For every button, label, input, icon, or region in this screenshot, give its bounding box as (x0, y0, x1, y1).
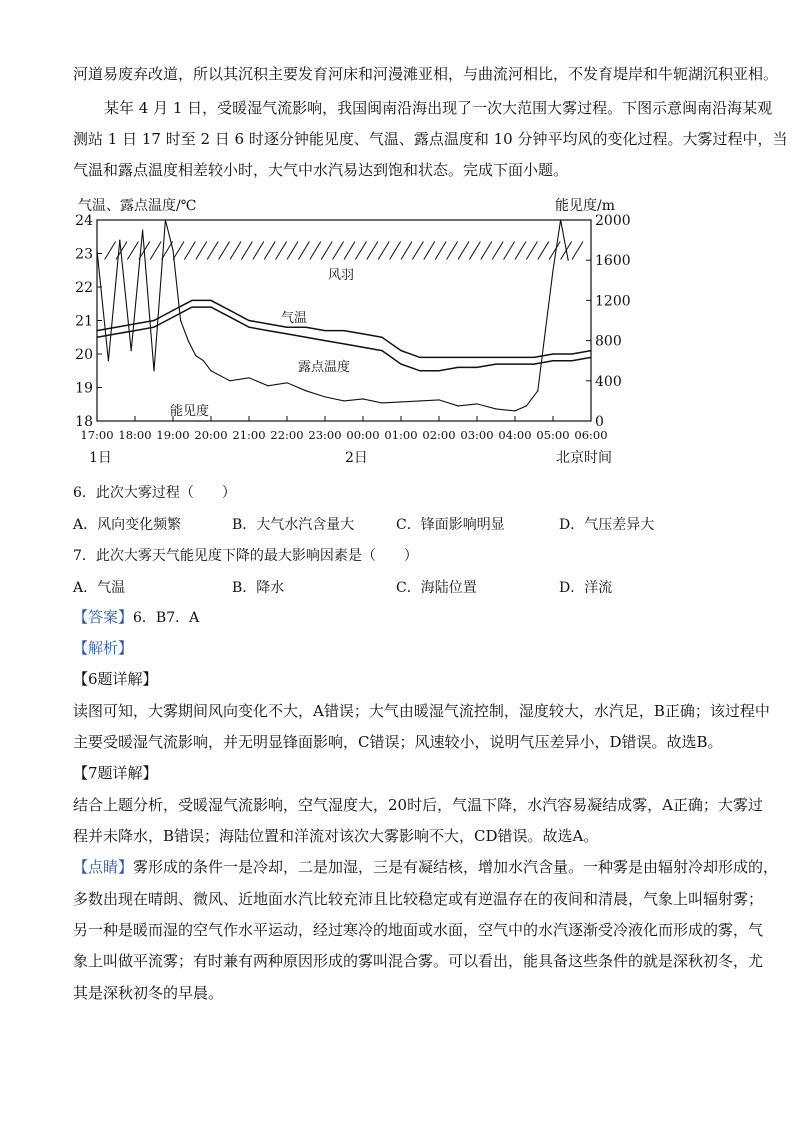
x-tick-label: 23:00 (308, 428, 342, 442)
series-point (180, 320, 181, 321)
series-point (514, 364, 515, 365)
series-point (305, 327, 306, 328)
answer-row (73, 606, 199, 629)
series-point (571, 360, 572, 361)
series-point (533, 357, 534, 358)
wind-barb (184, 242, 195, 260)
series-point (248, 327, 249, 328)
wind-barb (435, 242, 446, 260)
day-label-1: 1日 (89, 450, 112, 466)
series-point (438, 399, 439, 400)
series-point (324, 396, 325, 397)
y-right-tick-label: 0 (595, 414, 604, 430)
series-point (552, 360, 553, 361)
q7-option-c[interactable]: C．海陆位置 (396, 580, 477, 596)
q6-stem: 6．此次大雾过程（ ） (73, 485, 236, 501)
wind-barb (378, 242, 389, 260)
series-point (229, 317, 230, 318)
wind-barb (481, 242, 492, 260)
series-point (96, 337, 97, 338)
label-dew: 露点温度 (298, 360, 351, 375)
wind-barb (207, 242, 218, 260)
y-right-tick-label: 1600 (595, 253, 631, 270)
series-point (514, 410, 515, 411)
y-left-tick-label: 19 (75, 380, 93, 397)
x-tick-label: 00:00 (346, 428, 380, 442)
x-tick-label: 01:00 (384, 428, 418, 442)
wind-barb (355, 242, 366, 260)
wind-barb (424, 242, 435, 260)
plot-frame (97, 220, 591, 421)
series-point (172, 310, 173, 311)
series-point (343, 400, 344, 401)
wind-barbs (105, 242, 583, 260)
analysis-label: 【解析】 (73, 639, 134, 657)
tip-line-3: 另一种是暖而湿的空气作水平运动，经过寒冷的地面或水面，空气中的水汽逐渐受冷液化而形成的雾，气 (73, 921, 764, 939)
series-point (267, 330, 268, 331)
series-point (362, 333, 363, 334)
wind-barb (572, 242, 583, 260)
series-point (552, 353, 553, 354)
x-tick-label: 22:00 (270, 428, 304, 442)
series-point (457, 405, 458, 406)
series-point (134, 323, 135, 324)
series-point (286, 327, 287, 328)
wind-barb (515, 242, 526, 260)
wind-barb (298, 242, 309, 260)
x-tick-label: 06:00 (574, 428, 608, 442)
series-point (191, 300, 192, 301)
series-point (188, 340, 189, 341)
wind-barb (538, 242, 549, 260)
series-point (560, 219, 561, 220)
series-point (248, 320, 249, 321)
series-point (571, 353, 572, 354)
series-point (381, 350, 382, 351)
x-tick-label: 05:00 (536, 428, 570, 442)
wind-barb (276, 242, 287, 260)
series-point (153, 320, 154, 321)
detail6-label: 【6题详解】 (73, 670, 158, 688)
series-point (343, 343, 344, 344)
wind-barb (504, 242, 515, 260)
series-point (191, 307, 192, 308)
y-left-tick-label: 24 (75, 213, 93, 229)
series-point (210, 300, 211, 301)
wind-barb (344, 242, 355, 260)
series-point (153, 327, 154, 328)
intro-line-0: 河道易废弃改道，所以其沉积主要发育河床和河漫滩亚相，与曲流河相比，不发育堤岸和牛轭湖沉积亚相。 (73, 65, 779, 83)
weather-chart (73, 193, 633, 473)
series-point (324, 330, 325, 331)
wind-barb (105, 242, 116, 260)
series-point (267, 385, 268, 386)
wind-barb (253, 242, 264, 260)
series-point (115, 333, 116, 334)
series-point (457, 367, 458, 368)
q6-option-a[interactable]: A．风向变化频繁 (73, 517, 182, 533)
wind-barb (310, 242, 321, 260)
series-point (533, 364, 534, 365)
series-line-temp (97, 300, 591, 357)
intro-line-3: 气温和露点温度相差较小时，大气中水汽易达到饱和状态。完成下面小题。 (73, 161, 569, 179)
detail7-label: 【7题详解】 (73, 764, 158, 782)
q6-option-d[interactable]: D．气压差异大 (559, 517, 655, 533)
series-point (286, 333, 287, 334)
tip-line-4: 象上叫做平流雾；有时兼有两种原因形成的雾叫混合雾。可以看出，能具备这些条件的就是深秋初冬，尤 (73, 952, 764, 970)
label-wind: 风羽 (328, 268, 355, 283)
series-point (419, 400, 420, 401)
series-point (419, 357, 420, 358)
x-tick-label: 04:00 (498, 428, 532, 442)
series-point (419, 370, 420, 371)
y-right-tick-label: 400 (595, 373, 622, 390)
wind-barb (150, 242, 161, 260)
tip-line-1 (73, 856, 778, 878)
x-tick-label: 17:00 (80, 428, 114, 442)
series-point (590, 350, 591, 351)
series-point (552, 270, 553, 271)
series-point (210, 370, 211, 371)
tip-line-5: 其是深秋初冬的早晨。 (73, 984, 224, 1002)
series-point (343, 330, 344, 331)
wind-barb (526, 242, 537, 260)
intro-line-1: 某年 4 月 1 日，受暖湿气流影响，我国闽南沿海出现了一次大范围大雾过程。下图示意闽南沿海某观 (104, 99, 773, 117)
series-point (495, 408, 496, 409)
series-point (514, 357, 515, 358)
label-temp: 气温 (281, 311, 308, 326)
series-point (590, 357, 591, 358)
wind-barb (401, 242, 412, 260)
y-left-tick-label: 18 (75, 414, 93, 430)
wind-barb (173, 242, 184, 260)
series-point (172, 250, 173, 251)
q7-option-b[interactable]: B．降水 (232, 580, 285, 596)
y-left-tick-label: 21 (75, 313, 93, 330)
series-point (210, 307, 211, 308)
series-point (96, 250, 97, 251)
series-point (131, 350, 132, 351)
x-tick-label: 03:00 (460, 428, 494, 442)
series-point (400, 364, 401, 365)
series-point (324, 340, 325, 341)
series-point (108, 360, 109, 361)
wind-barb (264, 242, 275, 260)
y-left-tick-label: 23 (75, 246, 93, 263)
y-left-tick-label: 22 (75, 280, 93, 296)
series-point (476, 403, 477, 404)
x-tick-label: 21:00 (232, 428, 266, 442)
series-point (134, 330, 135, 331)
wind-barb (412, 242, 423, 260)
wind-barb (447, 242, 458, 260)
wind-barb (561, 242, 572, 260)
x-tick-label: 20:00 (194, 428, 228, 442)
series-point (381, 402, 382, 403)
series-point (438, 370, 439, 371)
series-point (495, 364, 496, 365)
y-right-tick-label: 2000 (595, 213, 631, 229)
x-tick-label: 18:00 (118, 428, 152, 442)
series-point (115, 327, 116, 328)
detail6-line-2: 主要受暖湿气流影响，并无明显锋面影响，C错误；风速较小，说明气压差异小，D错误。故选B。 (73, 733, 723, 751)
wind-barb (219, 242, 230, 260)
series-point (229, 310, 230, 311)
series-point (564, 240, 565, 241)
y-left-label: 气温、露点温度/℃ (78, 198, 197, 214)
y-left-tick-label: 20 (75, 347, 93, 363)
answer-label: 【答案】 (73, 608, 134, 626)
series-point (400, 401, 401, 402)
series-point (96, 330, 97, 331)
series-point (362, 398, 363, 399)
wind-barb (492, 242, 503, 260)
wind-barb (333, 242, 344, 260)
x-tick-label: 19:00 (156, 428, 190, 442)
wind-barb (230, 242, 241, 260)
series-point (203, 360, 204, 361)
q6-option-c[interactable]: C．锋面影响明显 (396, 517, 505, 533)
tip-label: 【点睛】 (73, 858, 134, 876)
q7-option-d[interactable]: D．洋流 (559, 580, 613, 596)
detail7-line-1: 结合上题分析，受暖湿气流影响，空气湿度大，20时后，气温下降，水汽容易凝结成雾，A正确；大雾过 (73, 796, 763, 814)
series-point (229, 380, 230, 381)
series-layer (96, 219, 591, 411)
series-point (248, 377, 249, 378)
answer-text: 6．B7．A (133, 610, 200, 626)
wind-barb (469, 242, 480, 260)
series-point (400, 350, 401, 351)
axes-layer (75, 213, 630, 442)
wind-barb (367, 242, 378, 260)
tip-line-1-text: 雾形成的条件一是冷却，二是加湿，三是有凝结核，增加水汽含量。一种雾是由辐射冷却形成的， (133, 858, 779, 876)
wind-barb (196, 242, 207, 260)
wind-barb (287, 242, 298, 260)
y-right-label: 能见度/m (555, 198, 615, 214)
series-point (526, 405, 527, 406)
series-point (495, 357, 496, 358)
wind-barb (321, 242, 332, 260)
wind-barb (127, 242, 138, 260)
wind-barb (241, 242, 252, 260)
tip-line-2: 多数出现在晴朗、微风、近地面水汽比较充沛且比较稳定或有逆温存在的夜间和清晨，气象上叫辐射雾； (73, 890, 764, 908)
day-label-2: 2日 (345, 450, 368, 466)
series-point (438, 357, 439, 358)
series-point (172, 317, 173, 318)
q7-stem: 7．此次大雾天气能见度下降的最大影响因素是（ ） (73, 548, 418, 564)
series-point (362, 347, 363, 348)
series-point (267, 323, 268, 324)
label-vis: 能见度 (170, 404, 210, 419)
y-right-tick-label: 1200 (595, 293, 631, 310)
series-point (142, 230, 143, 231)
wind-barb (458, 242, 469, 260)
series-point (195, 355, 196, 356)
series-point (537, 390, 538, 391)
y-right-tick-label: 800 (595, 333, 622, 350)
detail7-line-2: 程并未降水，B错误；海陆位置和洋流对该次大雾影响不大，CD错误。故选A。 (73, 827, 599, 845)
series-point (476, 357, 477, 358)
series-point (119, 240, 120, 241)
q6-option-b[interactable]: B．大气水汽含量大 (232, 517, 355, 533)
series-point (476, 367, 477, 368)
x-unit-label: 北京时间 (556, 450, 612, 466)
series-point (286, 382, 287, 383)
series-point (457, 357, 458, 358)
series-point (545, 330, 546, 331)
intro-line-2: 测站 1 日 17 时至 2 日 6 时逐分钟能见度、气温、露点温度和 10 分钟平均风的变化过程。大雾过程中，当 (73, 130, 788, 148)
series-point (305, 337, 306, 338)
series-point (568, 260, 569, 261)
detail6-line-1: 读图可知，大雾期间风向变化不大，A错误；大气由暖湿气流控制，湿度较大，水汽足，B正确；该过程中 (73, 702, 770, 720)
series-point (153, 370, 154, 371)
series-point (165, 219, 166, 220)
wind-barb (390, 242, 401, 260)
x-tick-label: 02:00 (422, 428, 456, 442)
series-point (305, 390, 306, 391)
q7-option-a[interactable]: A．气温 (73, 580, 126, 596)
series-point (381, 337, 382, 338)
